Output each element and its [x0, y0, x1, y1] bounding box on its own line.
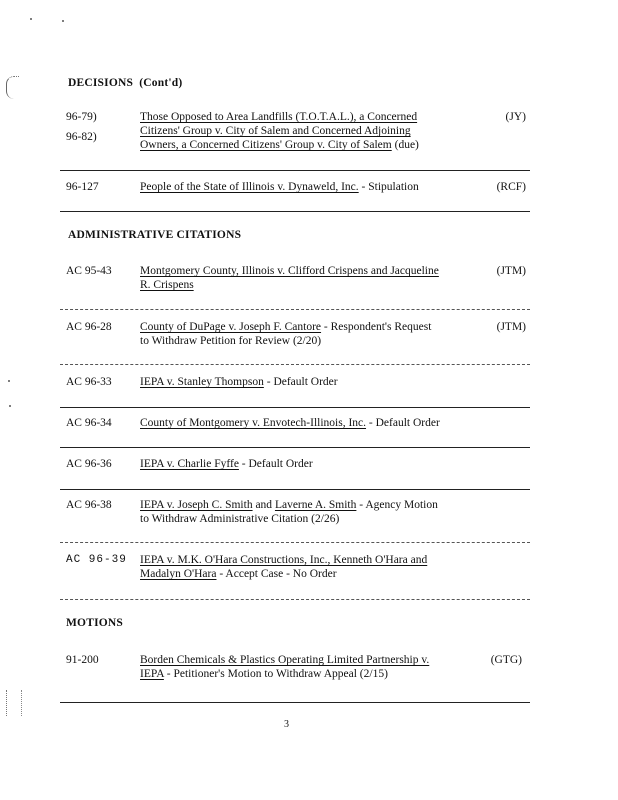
- case-action: - Default Order: [238, 458, 313, 470]
- case-title: [140, 264, 439, 292]
- scan-mark: [6, 76, 19, 99]
- case-action: - Default Order: [366, 417, 440, 429]
- case-action: to Withdraw Administrative Citation (2/26): [140, 513, 340, 525]
- divider: [60, 170, 530, 171]
- case-title: [140, 498, 438, 526]
- case-title: [140, 416, 440, 430]
- case-action: (due): [391, 139, 419, 151]
- case-title: [140, 653, 429, 681]
- case-title-line: IEPA v. Stanley Thompson: [140, 376, 264, 388]
- case-title-line: Madalyn O'Hara: [140, 568, 217, 580]
- scan-speck: [8, 380, 10, 382]
- divider: [60, 542, 530, 543]
- decisions-heading: [68, 77, 182, 89]
- case-action: - Accept Case - No Order: [216, 568, 337, 580]
- case-number: AC 96-39: [66, 554, 127, 566]
- divider: [60, 447, 530, 448]
- case-number: AC 96-28: [66, 321, 112, 333]
- assignee-code: (JTM): [496, 321, 526, 333]
- divider: [60, 309, 530, 310]
- case-title-line: Montgomery County, Illinois v. Clifford Crispens and Jacqueline: [140, 265, 439, 277]
- case-number: AC 96-38: [66, 499, 112, 511]
- divider: [60, 211, 530, 212]
- assignee-code: (GTG): [490, 654, 522, 666]
- case-title: [140, 553, 427, 581]
- case-action: - Agency Motion: [356, 499, 438, 511]
- case-title: [140, 375, 338, 389]
- case-action: to Withdraw Petition for Review (2/20): [140, 335, 322, 347]
- case-title-line: Laverne A. Smith: [274, 499, 357, 511]
- case-title: [140, 110, 419, 152]
- case-title-line: County of DuPage v. Joseph F. Cantore: [140, 321, 322, 333]
- case-action: - Petitioner's Motion to Withdraw Appeal (2/15): [163, 668, 388, 680]
- case-number: 96-127: [66, 181, 99, 193]
- case-title-line: People of the State of Illinois v. Dynaweld, Inc.: [140, 181, 359, 193]
- case-number: AC 96-34: [66, 417, 112, 429]
- case-title-line: IEPA v. M.K. O'Hara Constructions, Inc., Kenneth O'Hara and: [140, 554, 428, 566]
- scan-speck: [9, 405, 11, 407]
- divider: [60, 407, 530, 408]
- case-number: AC 96-33: [66, 376, 112, 388]
- admin-citations-heading: ADMINISTRATIVE CITATIONS: [68, 229, 242, 241]
- case-title-joiner: and: [252, 499, 275, 511]
- divider: [60, 702, 530, 703]
- case-title-line: IEPA v. Joseph C. Smith: [140, 499, 253, 511]
- case-title: [140, 457, 313, 471]
- case-title-line: Those Opposed to Area Landfills (T.O.T.A.L.), a Concerned: [140, 111, 418, 123]
- case-title-line: IEPA v. Charlie Fyffe: [140, 458, 239, 470]
- decisions-heading-label: DECISIONS: [68, 77, 134, 89]
- scan-speck: [30, 18, 32, 20]
- divider: [60, 364, 530, 365]
- case-title-line: R. Crispens: [140, 279, 194, 291]
- case-action: - Respondent's Request: [321, 321, 432, 333]
- assignee-code: (JTM): [496, 265, 526, 277]
- case-title: [140, 320, 431, 348]
- case-number: AC 95-43: [66, 265, 112, 277]
- page-number: 3: [284, 719, 289, 730]
- case-action: - Default Order: [263, 376, 338, 388]
- case-number: AC 96-36: [66, 458, 112, 470]
- case-number: 91-200: [66, 654, 99, 666]
- decisions-heading-cont: (Cont'd): [139, 77, 183, 89]
- case-title-line: IEPA: [140, 668, 164, 680]
- case-title-line: County of Montgomery v. Envotech-Illinois, Inc.: [140, 417, 367, 429]
- divider: [60, 489, 530, 490]
- case-title-line: Owners, a Concerned Citizens' Group v. City of Salem: [140, 139, 392, 151]
- assignee-code: (RCF): [496, 181, 526, 193]
- case-title-line: Citizens' Group v. City of Salem and Concerned Adjoining: [140, 125, 411, 137]
- case-action: - Stipulation: [358, 181, 419, 193]
- case-title-line: Borden Chemicals & Plastics Operating Limited Partnership v.: [140, 654, 430, 666]
- case-number: 96-79): [66, 111, 97, 123]
- motions-heading: MOTIONS: [66, 617, 123, 629]
- scan-mark: [6, 690, 22, 716]
- case-title: [140, 180, 419, 194]
- assignee-code: (JY): [505, 111, 526, 123]
- divider: [60, 599, 530, 600]
- scan-speck: [62, 20, 64, 22]
- case-number: 96-82): [66, 131, 97, 143]
